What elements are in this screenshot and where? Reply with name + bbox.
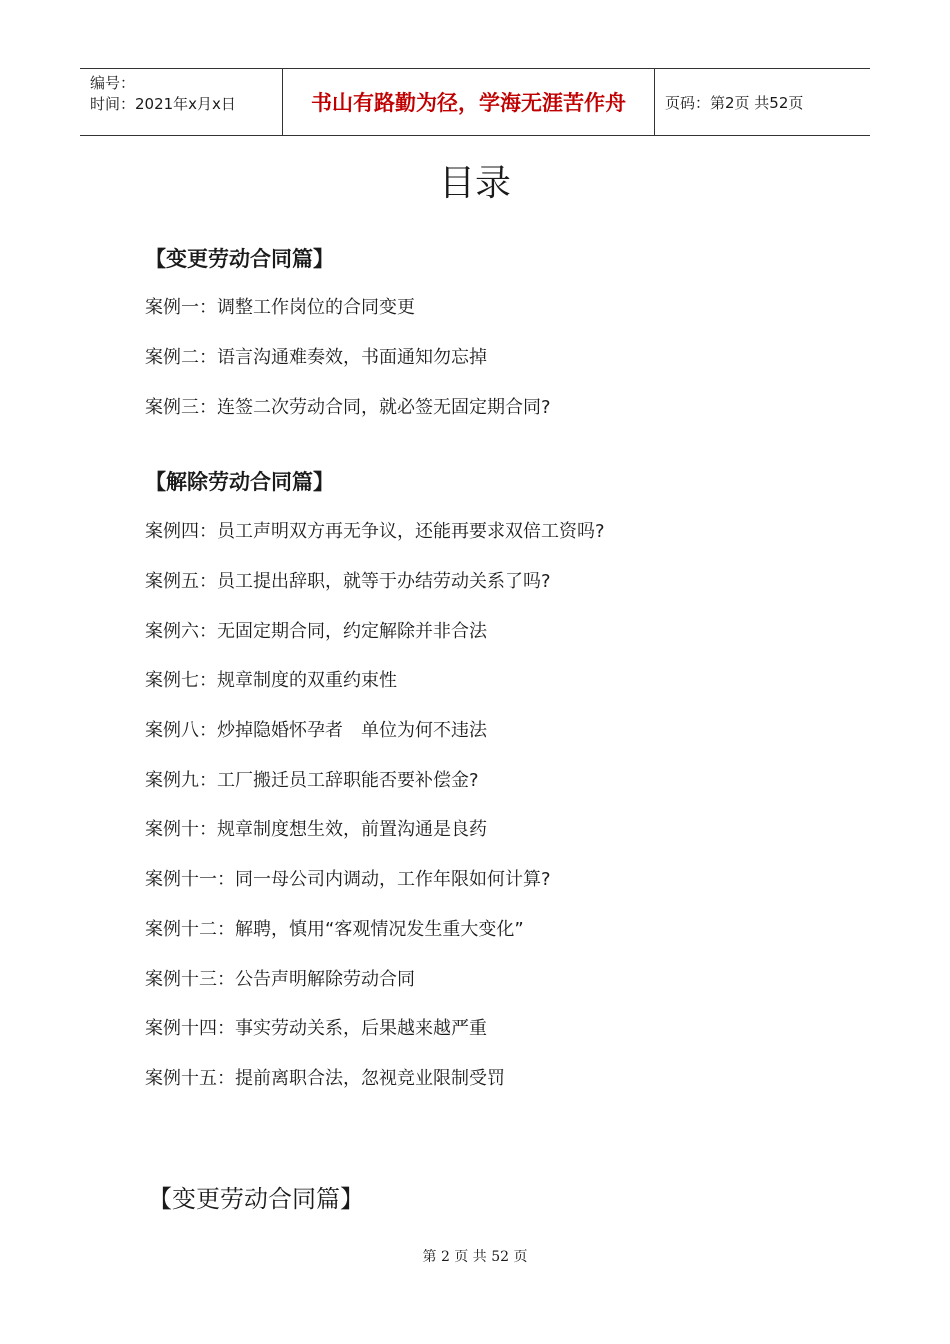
- toc-item[interactable]: 案例六：无固定期合同，约定解除并非合法: [145, 621, 487, 642]
- toc-item[interactable]: 案例十三：公告声明解除劳动合同: [145, 969, 415, 990]
- toc-item[interactable]: 案例四：员工声明双方再无争议，还能再要求双倍工资吗?: [145, 521, 605, 542]
- toc-item[interactable]: 案例十一：同一母公司内调动，工作年限如何计算?: [145, 869, 551, 890]
- chapter-heading: 【变更劳动合同篇】: [148, 1185, 364, 1213]
- header-meta: [80, 69, 282, 135]
- toc-item[interactable]: 案例九：工厂搬迁员工辞职能否要补偿金?: [145, 770, 479, 791]
- header-motto: 书山有路勤为径，学海无涯苦作舟: [282, 69, 655, 135]
- header-time: 时间：2021年x月x日: [90, 95, 236, 113]
- page-header: [80, 68, 870, 136]
- header-page-info: 页码：第2页 共52页: [665, 93, 804, 112]
- toc-item[interactable]: 案例十四：事实劳动关系，后果越来越严重: [145, 1018, 487, 1039]
- toc-item[interactable]: 案例十二：解聘，慎用“客观情况发生重大变化”: [145, 919, 524, 940]
- section-heading: 【变更劳动合同篇】: [145, 247, 334, 271]
- toc-item[interactable]: 案例七：规章制度的双重约束性: [145, 670, 397, 691]
- toc-item[interactable]: 案例八：炒掉隐婚怀孕者 单位为何不违法: [145, 720, 487, 741]
- toc-item[interactable]: 案例五：员工提出辞职，就等于办结劳动关系了吗?: [145, 571, 551, 592]
- toc-item[interactable]: 案例三：连签二次劳动合同，就必签无固定期合同?: [145, 397, 551, 418]
- toc-item[interactable]: 案例一：调整工作岗位的合同变更: [145, 297, 415, 318]
- section-heading: 【解除劳动合同篇】: [145, 470, 334, 494]
- page-footer: 第 2 页 共 52 页: [422, 1249, 528, 1265]
- toc-item[interactable]: 案例十：规章制度想生效，前置沟通是良药: [145, 819, 487, 840]
- toc-title: 目录: [438, 163, 511, 204]
- toc-item[interactable]: 案例二：语言沟通难奏效，书面通知勿忘掉: [145, 347, 487, 368]
- toc-item[interactable]: 案例十五：提前离职合法，忽视竞业限制受罚: [145, 1068, 505, 1089]
- header-number: 编号：: [90, 74, 136, 92]
